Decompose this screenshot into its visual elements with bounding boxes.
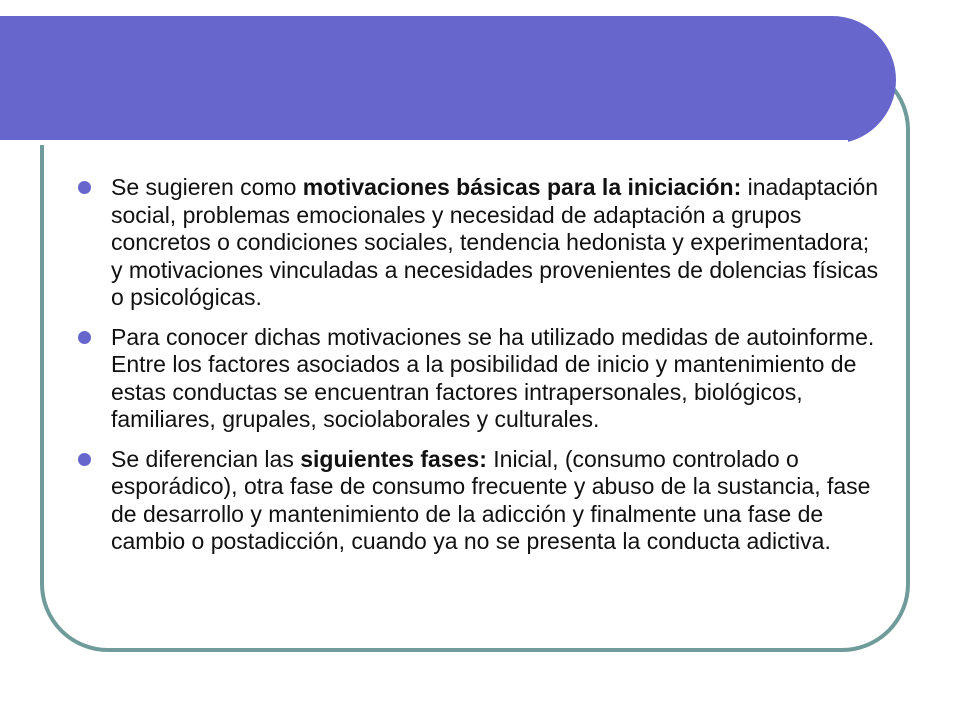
bullet-list <box>76 174 886 568</box>
bullet-dot-icon <box>78 331 91 344</box>
bullet-text: Se sugieren como motivaciones básicas para la iniciación: inadaptación social, problemas emocionales y necesidad de adaptación a grupos concretos o condiciones sociales, tendencia hedonista y experimentadora; y motivaciones vinculadas a necesidades provenientes de dolencias físicas o psicológicas. <box>111 174 879 310</box>
bullet-text: Para conocer dichas motivaciones se ha utilizado medidas de autoinforme. Entre los factores asociados a la posibilidad de inicio y mantenimiento de estas conductas se encuentran factores intrapersonales, biológicos, familiares, grupales, sociolaborales y culturales. <box>111 323 875 432</box>
bullet-item-factors <box>76 324 886 434</box>
bullet-item-phases <box>76 446 886 556</box>
bullet-text: Se diferencian las siguientes fases: Inicial, (consumo controlado o esporádico), otra fase de consumo frecuente y abuso de la sustancia, fase de desarrollo y mantenimiento de la adicción y finalmente una fase de cambio o postadicción, cuando ya no se presenta la conducta adictiva. <box>111 445 871 554</box>
bullet-dot-icon <box>78 453 91 466</box>
title-rule <box>0 140 848 145</box>
bullet-item-initiation <box>76 174 886 312</box>
bullet-dot-icon <box>78 181 91 194</box>
title-band <box>0 16 896 144</box>
